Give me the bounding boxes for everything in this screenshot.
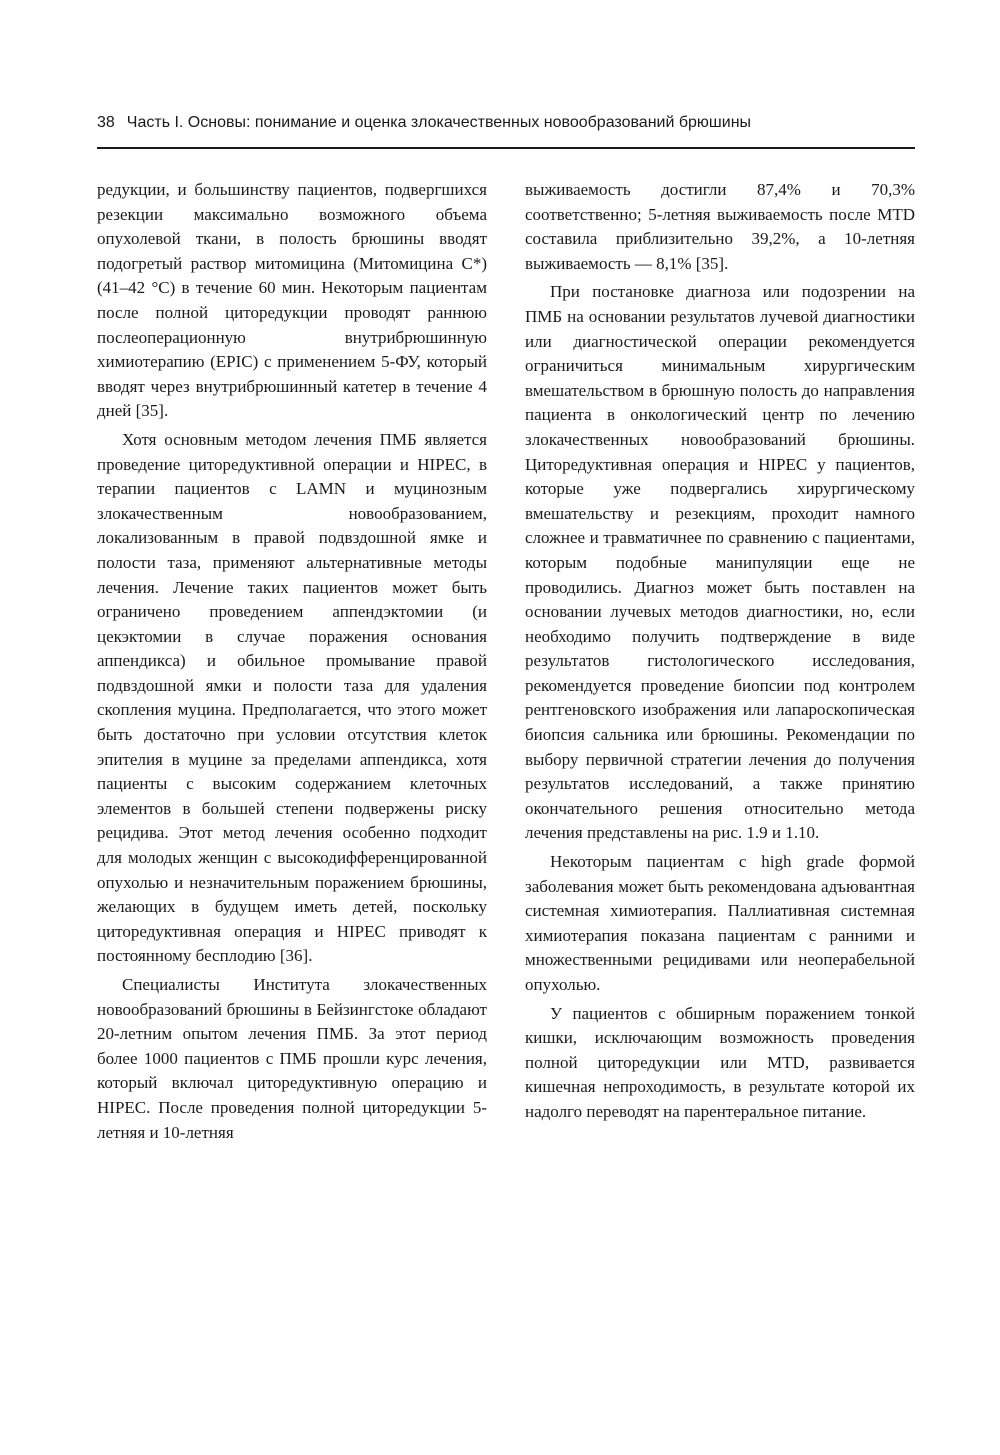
paragraph: Специалисты Института злокачественных новообразований брюшины в Бейзингстоке обладают 20-летним опытом лечения ПМБ. За этот период более 1000 пациентов с ПМБ прошли курс лечения, который включал циторедуктивную операцию и HIPEC. После проведения полной циторедукции 5-летняя и 10-летняя bbox=[97, 975, 487, 1142]
paragraph: редукции, и большинству пациентов, подвергшихся резекции максимально возможного объема опухолевой ткани, в полость брюшины вводят подогретый раствор митомицина (Митомицина С*) (41–42 °С) в течение 60 мин. Некоторым пациентам после полной циторедукции проводят раннюю послеоперационную внутрибрюшинную химиотерапию (EPIC) с применением 5-ФУ, который вводят через внутрибрюшинный катетер в течение 4 дней [35]. bbox=[97, 180, 487, 421]
running-header bbox=[97, 112, 915, 134]
right-column bbox=[525, 178, 915, 1125]
paragraph: У пациентов с обширным поражением тонкой кишки, исключающим возможность проведения полной циторедукции или MTD, развивается кишечная непроходимость, в результате которой их надолго переводят на парентеральное питание. bbox=[525, 1003, 915, 1121]
header-rule bbox=[97, 147, 915, 149]
paragraph: При постановке диагноза или подозрении на ПМБ на основании результатов лучевой диагностики или диагностической операции рекомендуется ограничиться минимальным хирургическим вмешательством в брюшную полость до направления пациента в онкологический центр по лечению злокачественных новообразований брюшины. Циторедуктивная операция и HIPEC у пациентов, которые уже подвергались хирургическому вмешательству и резекциям, проходит намного сложнее и травматичнее по сравнению с пациентами, которым подобные манипуляции еще не проводились. Диагноз может быть поставлен на основании лучевых методов диагностики, но, если необходимо получить подтверждение в виде результатов гистологического исследования, рекомендуется проведение биопсии под контролем рентгеновского изображения или лапароскопическая биопсия сальника или брюшины. Рекомендации по выбору первичной стратегии лечения до получения результатов исследований, а также принятию окончательного решения относительно метода лечения представлены на рис. 1.9 и 1.10. bbox=[525, 282, 915, 843]
page-number: 38 bbox=[97, 114, 115, 131]
paragraph: выживаемость достигли 87,4% и 70,3% соответственно; 5-летняя выживаемость после MTD составила приблизительно 39,2%, а 10-летняя выживаемость — 8,1% [35]. bbox=[525, 180, 915, 273]
paragraph: Некоторым пациентам с high grade формой заболевания может быть рекомендована адъювантная системная химиотерапия. Паллиативная системная химиотерапия показана пациентам с ранними и множественными рецидивами или неоперабельной опухолью. bbox=[525, 852, 915, 994]
left-column bbox=[97, 178, 487, 1145]
paragraph: Хотя основным методом лечения ПМБ является проведение циторедуктивной операции и HIPEC, в терапии пациентов с LAMN и муцинозным злокачественным новообразованием, локализованным в правой подвздошной ямке и полости таза, применяют альтернативные методы лечения. Лечение таких пациентов может быть ограничено проведением аппендэктомии (и цекэктомии в случае поражения основания аппендикса) и обильное промывание правой подвздошной ямки и полости таза для удаления скопления муцина. Предполагается, что этого может быть достаточно при условии отсутствия клеток эпителия в муцине за пределами аппендикса, хотя пациенты с высоким содержанием клеточных элементов в большей степени подвержены риску рецидива. Этот метод лечения особенно подходит для молодых женщин с высокодифференцированной опухолью и незначительным поражением брюшины, желающих в будущем иметь детей, поскольку циторедуктивная операция и HIPEC приводят к постоянному бесплодию [36]. bbox=[97, 429, 487, 966]
running-title: Часть I. Основы: понимание и оценка злокачественных новообразований брюшины bbox=[126, 114, 752, 131]
